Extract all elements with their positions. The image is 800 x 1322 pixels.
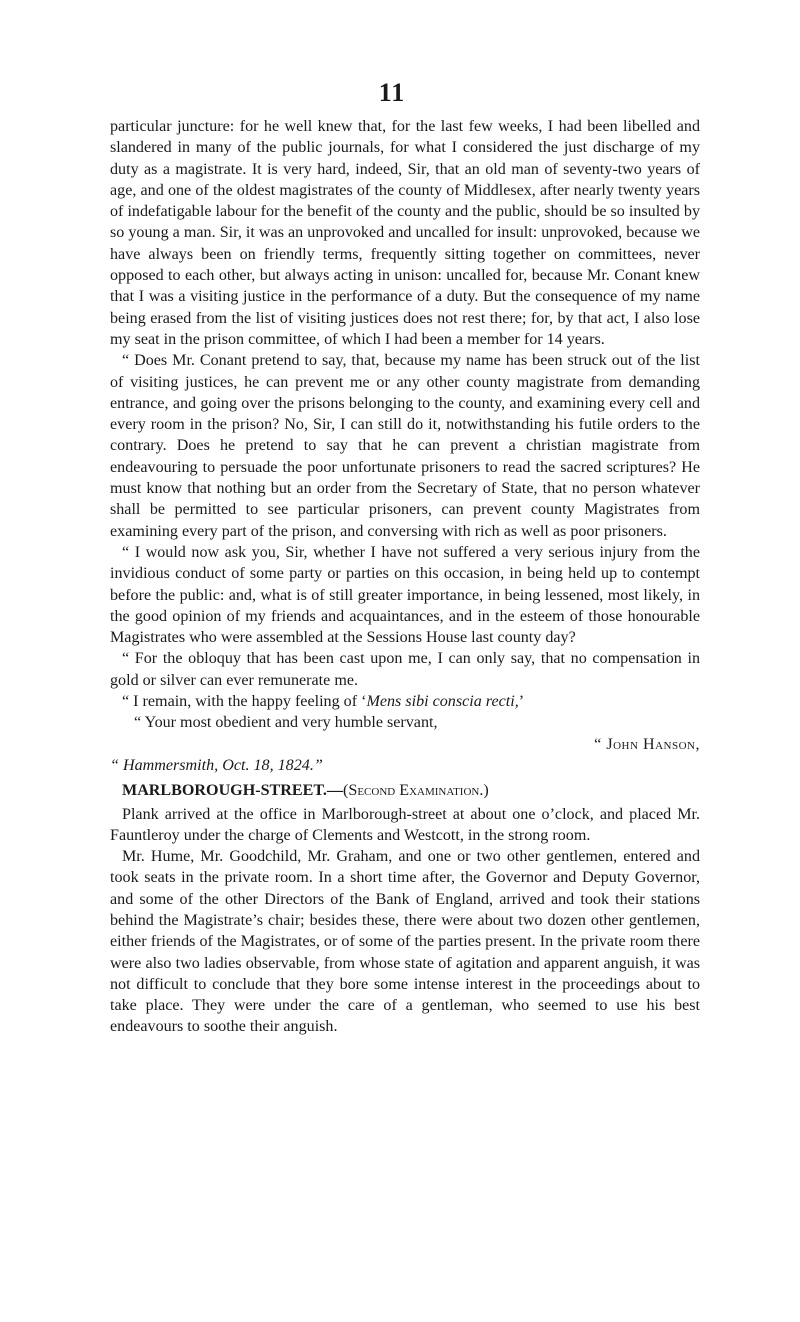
paragraph-injury-question: “ I would now ask you, Sir, whether I have not suffered a very serious injury from the invidious conduct of some party or parties on this occasion, in being held up to contempt before the public: and, what is of still greater importance, in being lessened, most likely, in the good opinion of my friends and acquaintances, and in the esteem of those honourable Magistrates who were assembled at the Sessions House last county day? (110, 543, 700, 647)
remain-text: “ I remain, with the happy feeling of ‘ (122, 693, 367, 711)
heading-main: MARLBOROUGH-STREET.— (122, 782, 344, 800)
paragraph-obloquy: “ For the obloquy that has been cast upon me, I can only say, that no compensation in gold or silver can ever remunerate me. (110, 650, 700, 689)
latin-quote: Mens sibi conscia recti, (366, 693, 519, 711)
paragraph-letter-continuation: particular juncture: for he well knew that, for the last few weeks, I had been libelled and slandered in many of the public journals, for what I considered the just discharge of my duty as a magistrate. It is very hard, indeed, Sir, that an old man of seventy-two years of age, and one of the oldest magistrates of the county of Middlesex, after nearly twenty years of indefatigable labour for the benefit of the county and the public, should be so insulted by so young a man. Sir, it was an unprovoked and uncalled for insult: unprovoked, because we have always been on friendly terms, frequently sitting together on committees, never opposed to each other, but always acting in unison: uncalled for, because Mr. Conant knew that I was a visiting justice in the performance of a duty. But the consequence of my name being erased from the list of visiting justices does not rest there; for, by that act, I also lose my seat in the prison committee, of which I had been a member for 14 years. (110, 118, 700, 348)
paragraph-gentlemen-entered: Mr. Hume, Mr. Goodchild, Mr. Graham, and one or two other gentlemen, entered and took seats in the private room. In a short time after, the Governor and Deputy Governor, and some of the other Directors of the Bank of England, arrived and took their stations behind the Magistrate’s chair; besides these, there were about two dozen other gentlemen, either friends of the Magistrates, or of some of the parties present. In the private room there were also two ladies observable, from whose state of agitation and apparent anguish, it was not difficult to conclude that they bore some intense interest in the proceedings about to take place. They were under the care of a gentleman, who seemed to use his best endeavours to soothe their anguish. (110, 848, 700, 1036)
signature: “ John Hanson, (594, 735, 700, 753)
heading-sub: (Second Examination.) (343, 782, 489, 800)
body-text (110, 116, 700, 1038)
closing-line: “ Your most obedient and very humble servant, (134, 714, 438, 732)
paragraph-remain (110, 691, 700, 712)
quote-close: ’ (518, 693, 525, 711)
dateline-text: “ Hammersmith, Oct. 18, 1824.” (110, 756, 323, 774)
paragraph-conant-question: “ Does Mr. Conant pretend to say, that, because my name has been struck out of the list of visiting justices, he can prevent me or any other county magistrate from demanding entrance, and going over the prisons belonging to the county, and examining every cell and every room in the prison? No, Sir, I can still do it, notwithstanding his futile orders to the contrary. Does he pretend to say that he can prevent a christian magistrate from endeavouring to persuade the poor unfortunate prisoners to read the sacred scriptures? He must know that nothing but an order from the Secretary of State, that no person whatever shall be permitted to see particular prisoners, can prevent county Magistrates from examining every part of the prison, and conversing with rich as well as poor prisoners. (110, 352, 700, 540)
page-number: 11 (378, 78, 406, 107)
paragraph-plank-arrived: Plank arrived at the office in Marlborough-street at about one o’clock, and placed Mr. Fauntleroy under the charge of Clements and Westcott, in the strong room. (110, 805, 700, 844)
dateline (110, 755, 700, 776)
section-heading (110, 780, 700, 801)
